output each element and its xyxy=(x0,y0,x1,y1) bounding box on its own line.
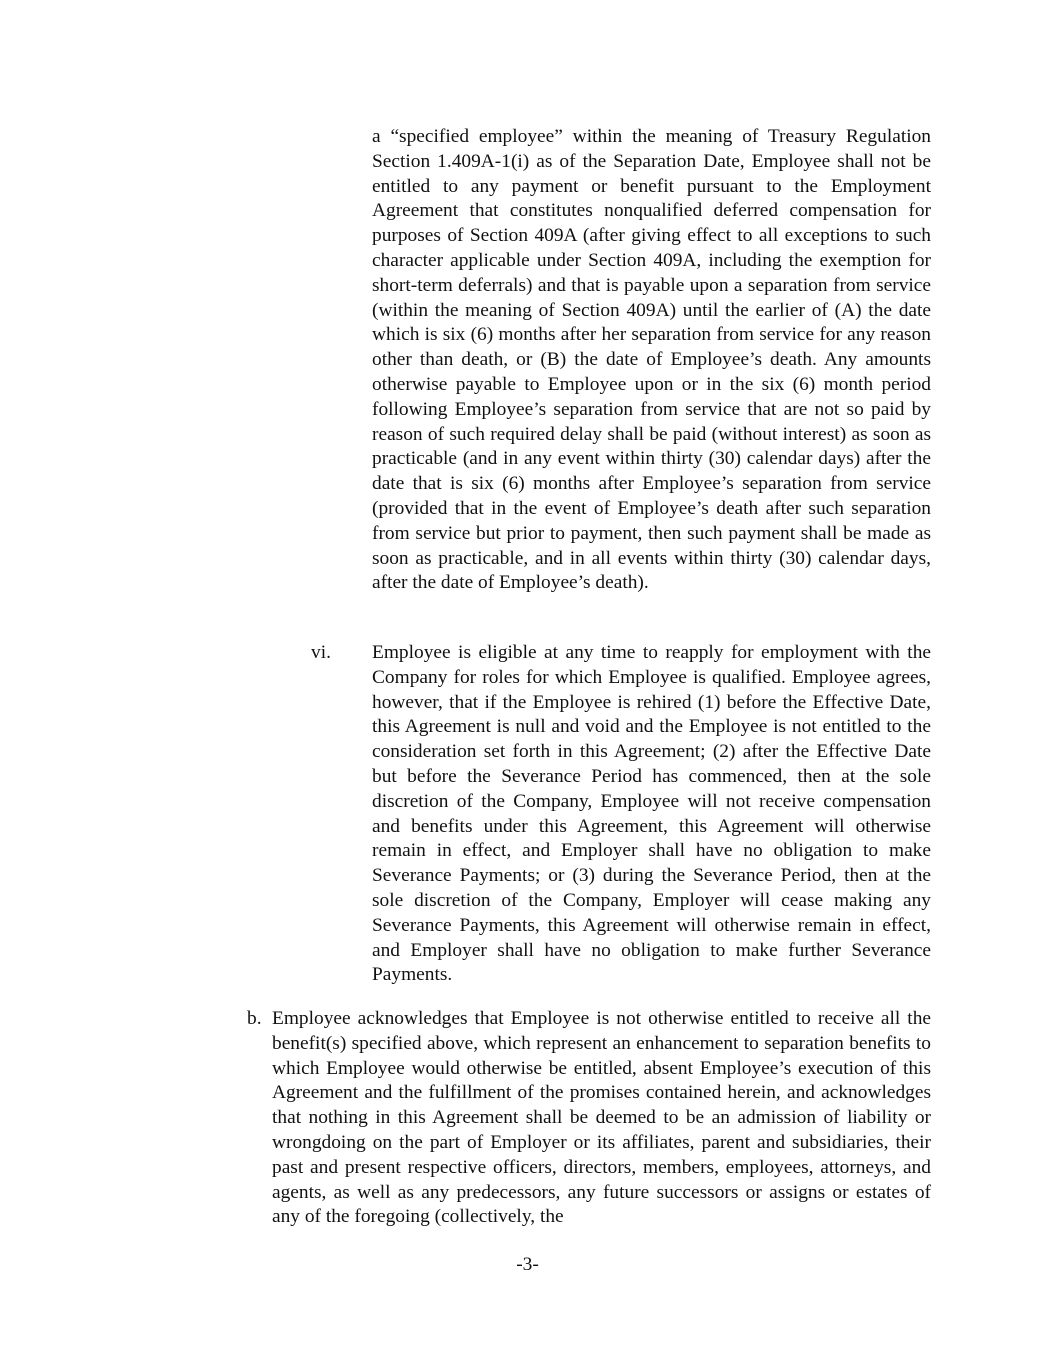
list-item-vi-text: Employee is eligible at any time to reapply for employment with the Company for roles for which Employee is qualified. Employee agrees, however, that if the Employee is rehired (1) before the Effective Date, this Agreement is null and void and the Employee is not entitled to the consideration set forth in this Agreement; (2) after the Effective Date but before the Severance Period has commenced, then at the sole discretion of the Company, Employee will not receive compensation and benefits under this Agreement, this Agreement will otherwise remain in effect, and Employer shall have no obligation to make Severance Payments; or (3) during the Severance Period, then at the sole discretion of the Company, Employer will cease making any Severance Payments, this Agreement will otherwise remain in effect, and Employer shall have no obligation to make further Severance Payments. xyxy=(372,642,931,986)
list-item-b-text: Employee acknowledges that Employee is not otherwise entitled to receive all the benefit(s) specified above, which represent an enhancement to separation benefits to which Employee would otherwise be entitled, absent Employee’s execution of this Agreement and the fulfillment of the promises contained herein, and acknowledges that nothing in this Agreement shall be deemed to be an admission of liability or wrongdoing on the part of Employer or its affiliates, parent and subsidiaries, their past and present respective officers, directors, members, employees, attorneys, and agents, as well as any predecessors, any future successors or assigns or estates of any of the foregoing (collectively, the xyxy=(272,1008,931,1228)
list-marker-vi: vi. xyxy=(311,642,331,663)
list-marker-b: b. xyxy=(247,1008,262,1029)
continuation-paragraph: a “specified employee” within the meaning of Treasury Regulation Section 1.409A-1(i) as of the Separation Date, Employee shall not be entitled to any payment or benefit pursuant to the Employment Agreement that constitutes nonqualified deferred compensation for purposes of Section 409A (after giving effect to all exceptions to such character applicable under Section 409A, including the exemption for short-term deferrals) and that is payable upon a separation from service (within the meaning of Section 409A) until the earlier of (A) the date which is six (6) months after her separation from service for any reason other than death, or (B) the date of Employee’s death. Any amounts otherwise payable to Employee upon or in the six (6) month period following Employee’s separation from service that are not so paid by reason of such required delay shall be paid (without interest) as soon as practicable (and in any event within thirty (30) calendar days) after the date that is six (6) months after Employee’s separation from service (provided that in the event of Employee’s death after such separation from service but prior to payment, then such payment shall be made as soon as practicable, and in all events within thirty (30) calendar days, after the date of Employee’s death). xyxy=(372,126,931,594)
page-number: -3- xyxy=(516,1254,539,1275)
